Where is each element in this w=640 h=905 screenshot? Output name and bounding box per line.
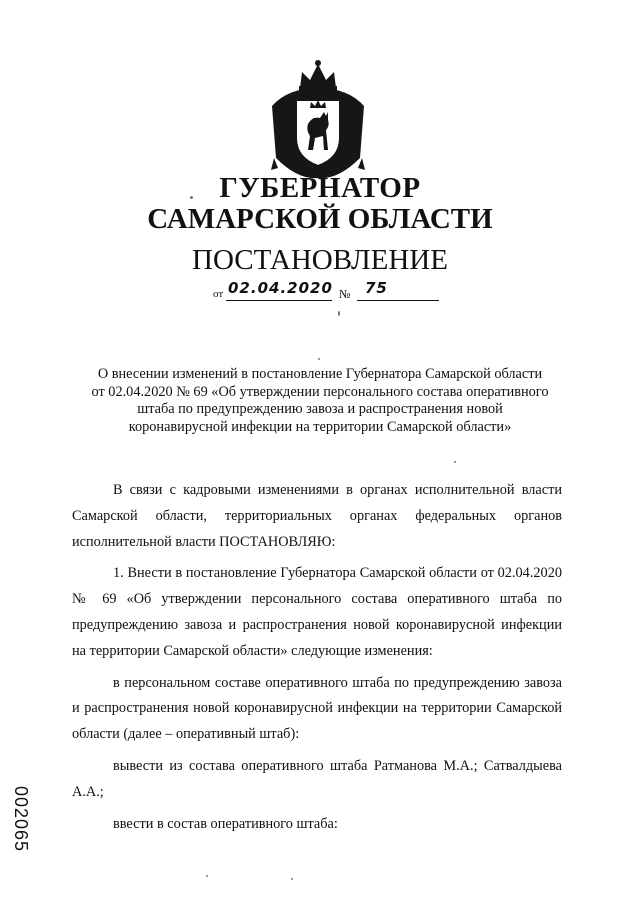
registration-number: 002065	[11, 786, 31, 853]
header-title-line2: САМАРСКОЙ ОБЛАСТИ	[147, 203, 493, 235]
handwritten-number: 75	[365, 279, 388, 297]
header-title-line1: ГУБЕРНАТОР	[219, 172, 421, 204]
subject-line: штаба по предупреждению завоза и распространения новой	[137, 401, 503, 418]
number-label: №	[339, 287, 351, 301]
date-number-line	[213, 280, 443, 306]
handwritten-date: 02.04.2020	[228, 279, 333, 297]
body-paragraph: 1. Внести в постановление Губернатора Самарской области от 02.04.2020 № 69 «Об утверждении персонального состава оперативного штаба по предупреждению завоза и распространения новой коронавирусной инфекции на территории Самарской области» следующие изменения:	[72, 565, 562, 659]
body-paragraph: в персональном составе оперативного штаба по предупреждению завоза и распространения новой коронавирусной инфекции на территории Самарской области (далее – оперативный штаб):	[72, 674, 562, 743]
subject-line: О внесении изменений в постановление Губернатора Самарской области	[97, 366, 543, 382]
subject-line: от 02.04.2020 № 69 «Об утверждении персонального состава оперативного	[91, 383, 549, 400]
document-type: ПОСТАНОВЛЕНИЕ	[192, 244, 448, 276]
document-body	[72, 478, 562, 837]
number-underline	[357, 300, 439, 301]
body-paragraph: вывести из состава оперативного штаба Ратманова М.А.; Сатвалдыева А.А.;	[72, 757, 562, 800]
date-underline	[226, 300, 332, 301]
date-label: от	[213, 288, 224, 300]
document-subject	[70, 366, 570, 437]
body-paragraph: В связи с кадровыми изменениями в органах исполнительной власти Самарской области, территориальных органах федеральных органов исполнительной власти ПОСТАНОВЛЯЮ:	[72, 482, 562, 550]
coat-of-arms-icon	[268, 58, 368, 180]
subject-line: коронавирусной инфекции на территории Самарской области»	[128, 419, 512, 436]
body-paragraph: ввести в состав оперативного штаба:	[113, 815, 338, 832]
